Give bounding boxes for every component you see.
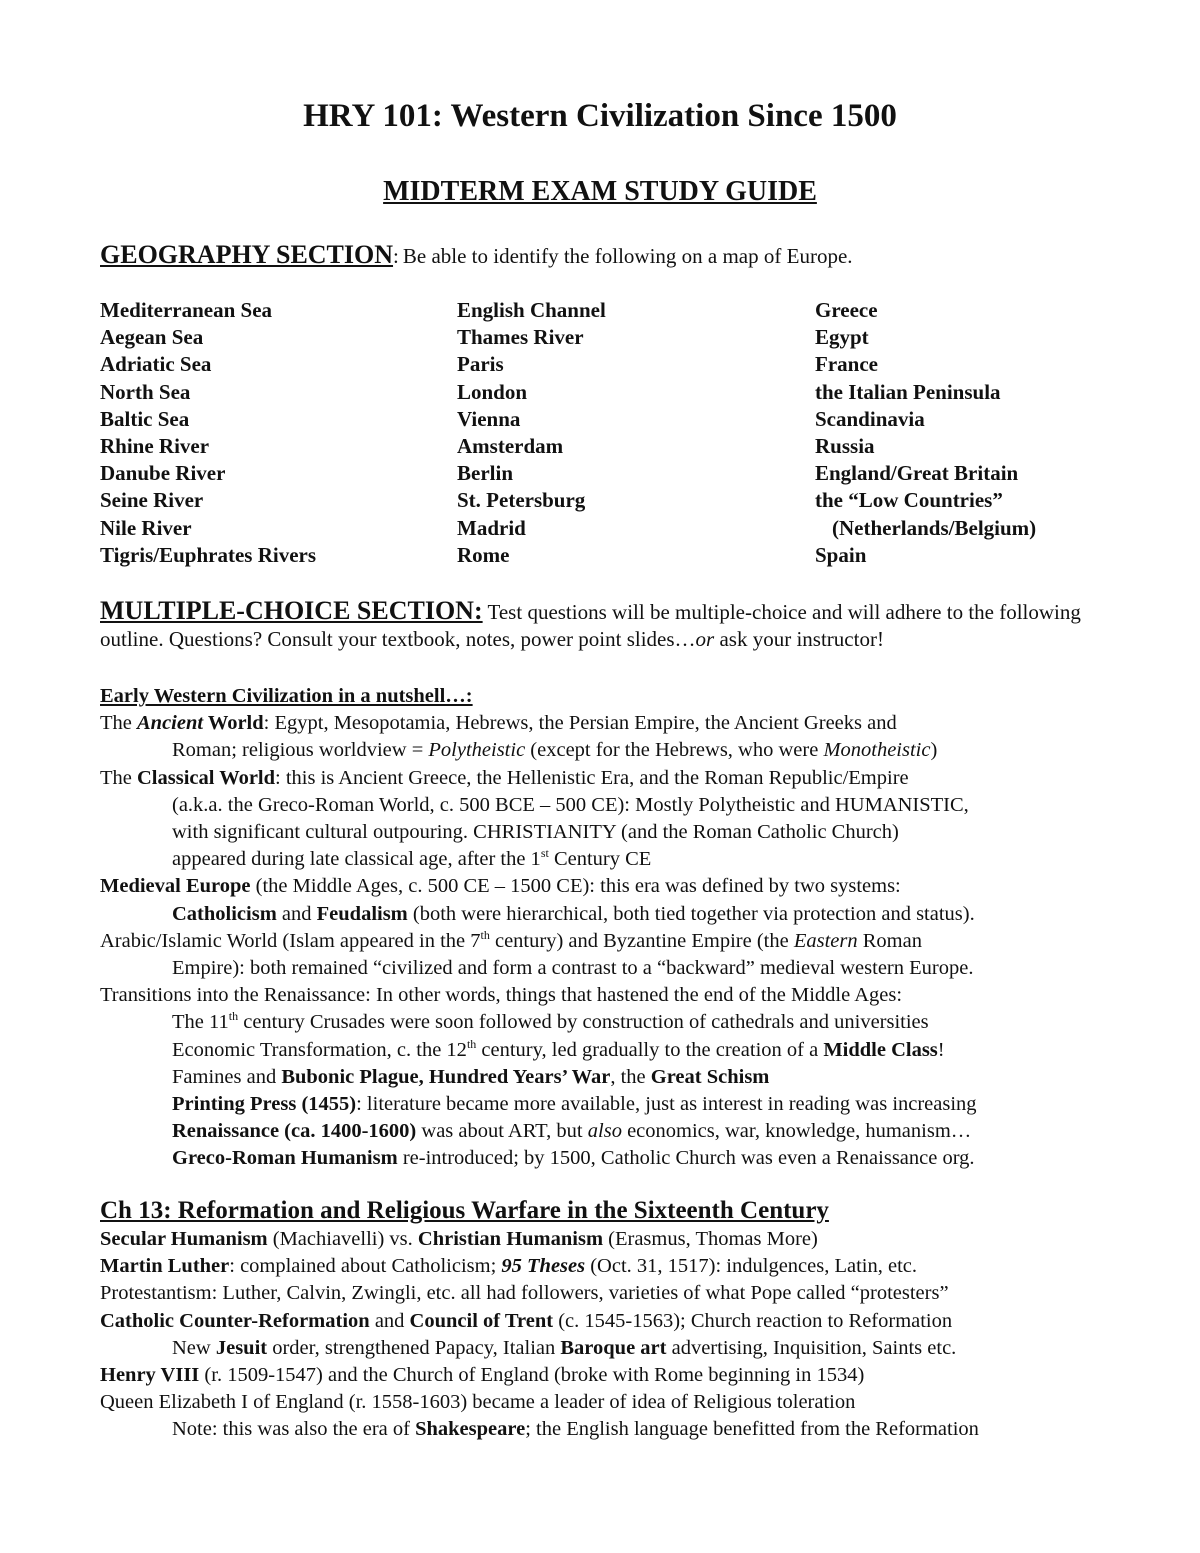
- geo-item: Mediterranean Sea: [100, 298, 273, 322]
- page-title: HRY 101: Western Civilization Since 1500: [303, 98, 897, 134]
- geo-item: Rhine River: [100, 434, 210, 459]
- text-line: Note: this was also the era of Shakespeare; the English language benefitted from the Reformation: [172, 1418, 979, 1441]
- geography-column-3: [815, 297, 1036, 569]
- mc-description-end: ask your instructor!: [714, 627, 884, 651]
- text-line: Queen Elizabeth I of England (r. 1558-1603) became a leader of idea of Religious toleration: [100, 1391, 856, 1414]
- geo-item: France: [815, 352, 878, 377]
- text-line: Secular Humanism (Machiavelli) vs. Christian Humanism (Erasmus, Thomas More): [100, 1228, 818, 1250]
- page-subtitle: MIDTERM EXAM STUDY GUIDE: [383, 176, 817, 207]
- text-line: Martin Luther: complained about Catholicism; 95 Theses (Oct. 31, 1517): indulgences, Latin, etc.: [100, 1255, 918, 1278]
- text-line: Famines and Bubonic Plague, Hundred Years’ War, the Great Schism: [172, 1065, 770, 1088]
- text-line: Renaissance (ca. 1400-1600) was about ART, but also economics, war, knowledge, humanism…: [172, 1120, 972, 1143]
- chapter-13-heading: Ch 13: Reformation and Religious Warfare in the Sixteenth Century: [100, 1197, 829, 1224]
- mc-description-or: or: [695, 627, 715, 651]
- geo-item: English Channel: [457, 298, 606, 322]
- geo-item: Madrid: [457, 515, 526, 540]
- geography-column-2: [457, 297, 606, 569]
- geo-item: Seine River: [100, 488, 204, 513]
- early-western-section: [100, 683, 1100, 1173]
- geo-item: Berlin: [457, 461, 513, 486]
- geo-item: Greece: [815, 298, 878, 322]
- geo-item: Baltic Sea: [100, 406, 190, 431]
- geo-item: Aegean Sea: [100, 325, 204, 350]
- geo-item: Scandinavia: [815, 406, 925, 431]
- text-line: Printing Press (1455): literature became more available, just as interest in reading was increasing: [172, 1093, 977, 1116]
- geo-item: the Italian Peninsula: [815, 379, 1001, 404]
- geo-item: Russia: [815, 434, 875, 459]
- text-line: Henry VIII (r. 1509-1547) and the Church of England (broke with Rome beginning in 1534): [100, 1364, 865, 1387]
- geography-description: Be able to identify the following on a map of Europe.: [402, 244, 853, 268]
- geography-colon: :: [393, 244, 399, 268]
- text-line: Greco-Roman Humanism re-introduced; by 1500, Catholic Church was even a Renaissance org.: [172, 1147, 975, 1170]
- text-line: Catholicism and Feudalism (both were hierarchical, both tied together via protection and status).: [172, 902, 975, 925]
- chapter-13-section: [100, 1195, 1100, 1444]
- text-line: The Ancient World: Egypt, Mesopotamia, Hebrews, the Persian Empire, the Ancient Greeks and: [100, 712, 897, 735]
- text-line: Transitions into the Renaissance: In other words, things that hastened the end of the Middle Ages:: [100, 984, 903, 1007]
- text-line: New Jesuit order, strengthened Papacy, Italian Baroque art advertising, Inquisition, Saints etc.: [172, 1336, 957, 1359]
- text-line: Roman; religious worldview = Polytheistic (except for the Hebrews, who were Monotheistic): [172, 739, 938, 762]
- geo-item: Adriatic Sea: [100, 352, 212, 377]
- text-line: Protestantism: Luther, Calvin, Zwingli, etc. all had followers, varieties of what Pope called “protesters”: [100, 1282, 949, 1305]
- geo-item: Rome: [457, 542, 510, 567]
- geo-item: Spain: [815, 542, 867, 567]
- geo-item: St. Petersburg: [457, 488, 586, 513]
- geo-item: Amsterdam: [457, 434, 564, 459]
- geography-column-1: [100, 297, 316, 569]
- geo-item: London: [457, 379, 528, 404]
- geo-item: Vienna: [457, 406, 521, 431]
- text-line: Catholic Counter-Reformation and Council of Trent (c. 1545-1563); Church reaction to Reformation: [100, 1309, 953, 1332]
- text-line: The 11th century Crusades were soon followed by construction of cathedrals and universities: [172, 1009, 929, 1034]
- text-line: Arabic/Islamic World (Islam appeared in the 7th century) and Byzantine Empire (the Eastern Roman: [100, 928, 922, 952]
- text-line: Empire): both remained “civilized and form a contrast to a “backward” medieval western Europe.: [172, 957, 974, 980]
- geo-item: (Netherlands/Belgium): [832, 515, 1037, 540]
- text-line: The Classical World: this is Ancient Greece, the Hellenistic Era, and the Roman Republic/Empire: [100, 766, 909, 789]
- geo-item: Danube River: [100, 461, 226, 486]
- geography-header: [100, 240, 853, 270]
- geography-heading: GEOGRAPHY SECTION: [100, 240, 394, 269]
- geo-item: Thames River: [457, 325, 584, 350]
- geo-item: Nile River: [100, 515, 192, 540]
- geo-item: Tigris/Euphrates Rivers: [100, 542, 317, 567]
- mc-description: Test questions will be multiple-choice and will adhere to the following outline. Questions? Consult your textbook, notes, power point slides…: [100, 600, 1081, 651]
- text-line: with significant cultural outpouring. CHRISTIANITY (and the Roman Catholic Church): [172, 821, 899, 844]
- text-line: Medieval Europe (the Middle Ages, c. 500 CE – 1500 CE): this era was defined by two systems:: [100, 875, 901, 898]
- text-line: Economic Transformation, c. the 12th century, led gradually to the creation of a Middle Class!: [172, 1036, 945, 1061]
- geo-item: Egypt: [815, 325, 869, 350]
- text-line: (a.k.a. the Greco-Roman World, c. 500 BCE – 500 CE): Mostly Polytheistic and HUMANISTIC,: [172, 793, 969, 816]
- geo-item: North Sea: [100, 379, 191, 404]
- multiple-choice-heading: MULTIPLE-CHOICE SECTION:: [100, 596, 483, 625]
- geo-item: the “Low Countries”: [815, 488, 1003, 513]
- geo-item: Paris: [457, 352, 504, 377]
- text-line: appeared during late classical age, after the 1st Century CE: [172, 846, 652, 871]
- early-heading: Early Western Civilization in a nutshell…:: [100, 685, 473, 707]
- multiple-choice-header: [100, 597, 1100, 653]
- geo-item: England/Great Britain: [815, 461, 1019, 486]
